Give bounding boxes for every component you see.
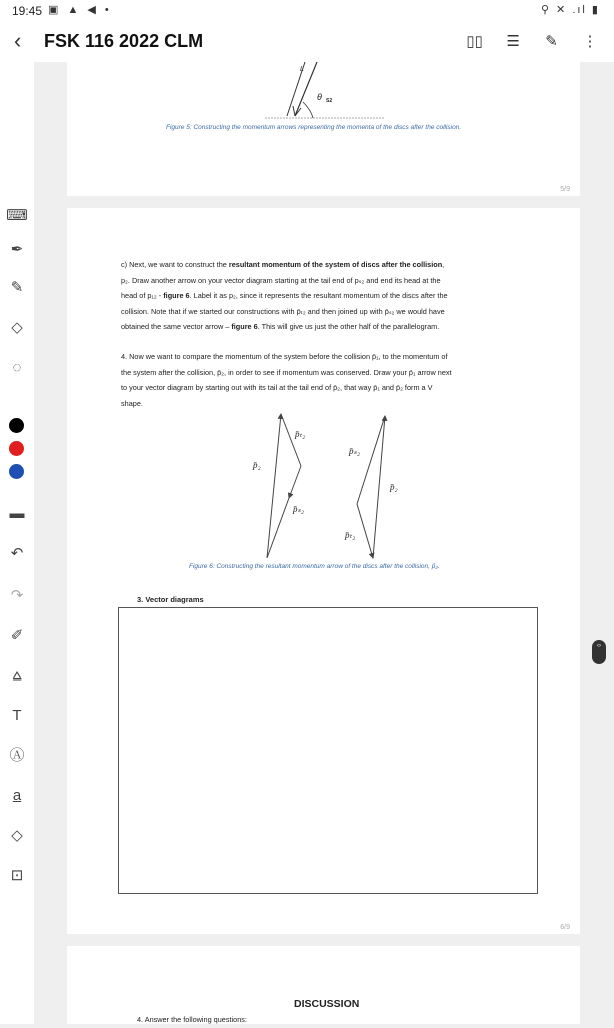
figure-5-diagram (67, 62, 580, 132)
fig6-label-p2-left: p̄₂ (253, 460, 261, 470)
book-view-icon[interactable]: ▯▯ (466, 33, 483, 50)
shapes-icon[interactable]: ◇ (11, 827, 23, 844)
page-6 (67, 208, 580, 934)
vector-diagram-box[interactable] (118, 607, 538, 894)
lasso-icon[interactable]: ◌ (12, 359, 22, 376)
discussion-heading: DISCUSSION (294, 998, 360, 1010)
eraser-icon[interactable]: ◇ (11, 319, 23, 336)
app-bar (0, 22, 614, 62)
page-number: 6/9 (560, 924, 570, 931)
text-style-icon[interactable]: Ⓐ (9, 747, 25, 764)
page-5 (67, 62, 580, 196)
text-tool-icon[interactable]: ⩠ (12, 667, 22, 684)
fig6-label-ps2-left: p̄ₛ₂ (293, 504, 304, 514)
figure5-label-l: L (300, 66, 304, 73)
top-actions (453, 30, 602, 54)
figure-5-caption: Figure 5: Constructing the momentum arrows representing the momenta of the discs after the collision. (166, 124, 462, 131)
figure-6-diagram (67, 408, 580, 568)
page-scroll-handle[interactable]: ‹› (592, 640, 606, 664)
fig6-label-pt2-right: p̄ₜ₂ (345, 530, 356, 540)
status-bar (0, 0, 614, 22)
color-red-swatch[interactable] (9, 441, 24, 456)
paragraph-c: c) Next, we want to construct the resultant momentum of the system of discs after the collision, p₂. Draw another arrow on your vector diagram starting at the tail end of pₛ₂ and end its head at the head of p₁₂ - figure 6. Label it as p₂, since it represents the resultant momentum of the discs after the collision. Note that if we started our constructions with p̄ₜ₂ and then joined up with p̄ₛ₂ we would have obtained the same vector arrow – figure 6. This will give us just the other half of the parallelogram. (121, 260, 448, 332)
pen-tool-icon[interactable]: ✒ (10, 241, 24, 258)
tool-sidebar (0, 62, 34, 1024)
fig6-left-p2-arrow (267, 414, 281, 558)
color-black-swatch[interactable] (9, 418, 24, 433)
system-icons: ⚲ ✕ .ıl ▮ (540, 4, 600, 16)
figure5-label-theta-sub: S2 (326, 98, 333, 104)
fig6-right-pt2-arrow (357, 504, 373, 558)
question-4: 4. Answer the following questions: (137, 1015, 247, 1024)
document-title: FSK 116 2022 CLM (44, 31, 204, 51)
fig6-label-ps2-right: p̄ₛ₂ (349, 446, 360, 456)
fig6-label-p2-right: p̄₂ (390, 482, 398, 492)
page-7 (67, 946, 580, 1024)
undo-icon[interactable]: ↶ (10, 545, 24, 562)
more-options-icon[interactable]: ⋮ (582, 33, 598, 50)
highlighter-icon[interactable]: ✎ (10, 279, 24, 296)
stroke-width-icon[interactable]: ▬ (9, 505, 25, 522)
paragraph-4: 4. Now we want to compare the momentum of the system before the collision p̄₁, to the momentum of the system after the collision, p̄₂, in order to see if momentum was conserved. Draw your p̄₁ arrow next to your vector diagram by starting out with its tail at the tail end of p̄₂, that way p̄₁ and p̄₂ form a V shape. (121, 352, 452, 408)
keyboard-icon[interactable]: ⌨ (6, 207, 28, 224)
redo-icon[interactable]: ↷ (10, 587, 24, 604)
image-icon[interactable]: ⊡ (10, 867, 24, 884)
section-heading: 3. Vector diagrams (137, 595, 204, 604)
fig6-left-ps2-arrow (289, 466, 301, 498)
color-blue-swatch[interactable] (9, 464, 24, 479)
figure-6-caption: Figure 6: Constructing the resultant momentum arrow of the discs after the collision, p̄₂. (189, 563, 440, 570)
ocr-icon[interactable]: a (12, 787, 22, 804)
fig6-left-pt2-arrow (281, 414, 301, 466)
clock: 19:45 (12, 4, 43, 18)
back-icon[interactable]: ‹ (14, 28, 22, 53)
figure5-label-theta: θ (317, 92, 322, 102)
fig6-label-pt2-left: p̄ₜ₂ (295, 429, 306, 439)
notification-icons: ▣ ▲ ◀ • (48, 4, 112, 16)
page-list-icon[interactable]: ☰ (506, 33, 520, 50)
shape-pen-icon[interactable]: ✐ (10, 627, 24, 644)
fig6-right-p2-arrow (373, 416, 385, 558)
page-number: 5/9 (560, 186, 570, 193)
text-box-icon[interactable]: T (12, 707, 22, 724)
edit-pen-icon[interactable]: ✎ (545, 33, 558, 50)
